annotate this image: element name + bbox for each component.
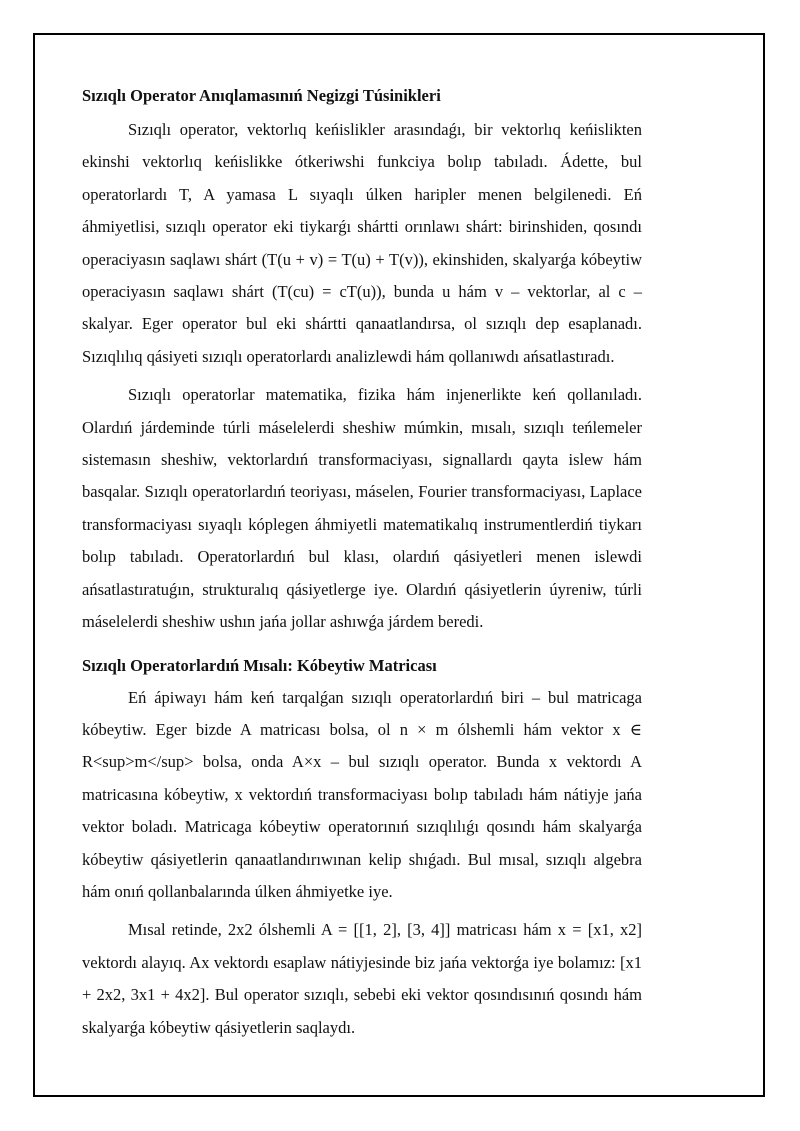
paragraph-definition: Sızıqlı operator, vektorlıq keńislikler arasındaǵı, bir vektorlıq keńislikten ekinshi vektorlıq keńislikke ótkeriwshi funkciya bolıp tabıladı. Ádette, bul operatorlardı T, A yamasa L sıyaqlı úlken haripler menen belgilenedi. Eń áhmiyetlisi, sızıqlı operator eki tiykarǵı shártti orınlawı shárt: birinshiden, qosındı operaciyasın saqlawı shárt (T(u + v) = T(u) + T(v)), ekinshiden, skalyarǵa kóbeytiw operaciyasın saqlawı shárt (T(cu) = cT(u)), bunda u hám v – vektorlar, al c – skalyar. Eger operator bul eki shártti qanaatlandırsa, ol sızıqlı dep esaplanadı. Sızıqlılıq qásiyeti sızıqlı operatorlardı analizlewdi hám qollanıwdı ańsatlastıradı. <box>82 120 642 366</box>
paragraph-applications: Sızıqlı operatorlar matematika, fizika hám injenerlikte keń qollanıladı. Olardıń járdeminde túrli máselelerdi sheshiw múmkin, mısalı, sızıqlı teńlemeler sistemasın sheshiw, vektorlardıń transformaciyası, signallardı qayta islew hám basqalar. Sızıqlı operatorlardıń teoriyası, máselen, Fourier transformaciyası, Laplace transformaciyası sıyaqlı kóplegen áhmiyetli matematikalıq instrumentlerdiń tiykarı bolıp tabıladı. Operatorlardıń bul klası, olardıń qásiyetleri menen islewdi ańsatlastıratuǵın, strukturalıq qásiyetlerge iye. Olardıń qásiyetlerin úyreniw, túrli máselelerdi sheshiw ushın jańa jollar ashıwǵa járdem beredi. <box>82 385 642 632</box>
paragraph-matrix-multiplication: Eń ápiwayı hám keń tarqalǵan sızıqlı operatorlardıń biri – bul matricaga kóbeytiw. Eger bizde A matricası bolsa, ol n × m ólshemli hám vektor x ∈ R<sup>m</sup> bolsa, onda A×x – bul sızıqlı operator. Bunda x vektordı A matricasına kóbeytiw, x vektordıń transformaciyası bolıp tabıladı hám nátiyje jańa vektor boladı. Matricaga kóbeytiw operatorınıń sızıqlılıǵı qosındı hám skalyarǵa kóbeytiw qásiyetlerin qanaatlandırıwınan kelip shıǵadı. Bul mısal, sızıqlı algebra hám onıń qollanbalarında úlken áhmiyetke iye. <box>82 687 642 901</box>
section-heading-definition: Sızıqlı Operator Anıqlamasınıń Negizgi Túsinikleri <box>82 86 441 105</box>
paragraph-example: Mısal retinde, 2x2 ólshemli A = [[1, 2], [3, 4]] matricası hám x = [x1, x2] vektordı alayıq. Ax vektordı esaplaw nátiyjesinde biz jańa vektorǵa iye bolamız: [x1 + 2x2, 3x1 + 4x2]. Bul operator sızıqlı, sebebi eki vektor qosındısınıń qosındı hám skalyarǵa kóbeytiw qásiyetlerin saqlaydı. <box>82 920 642 1037</box>
document-body <box>82 84 642 1044</box>
section-heading-example: Sızıqlı Operatorlardıń Mısalı: Kóbeytiw Matricası <box>82 655 437 675</box>
